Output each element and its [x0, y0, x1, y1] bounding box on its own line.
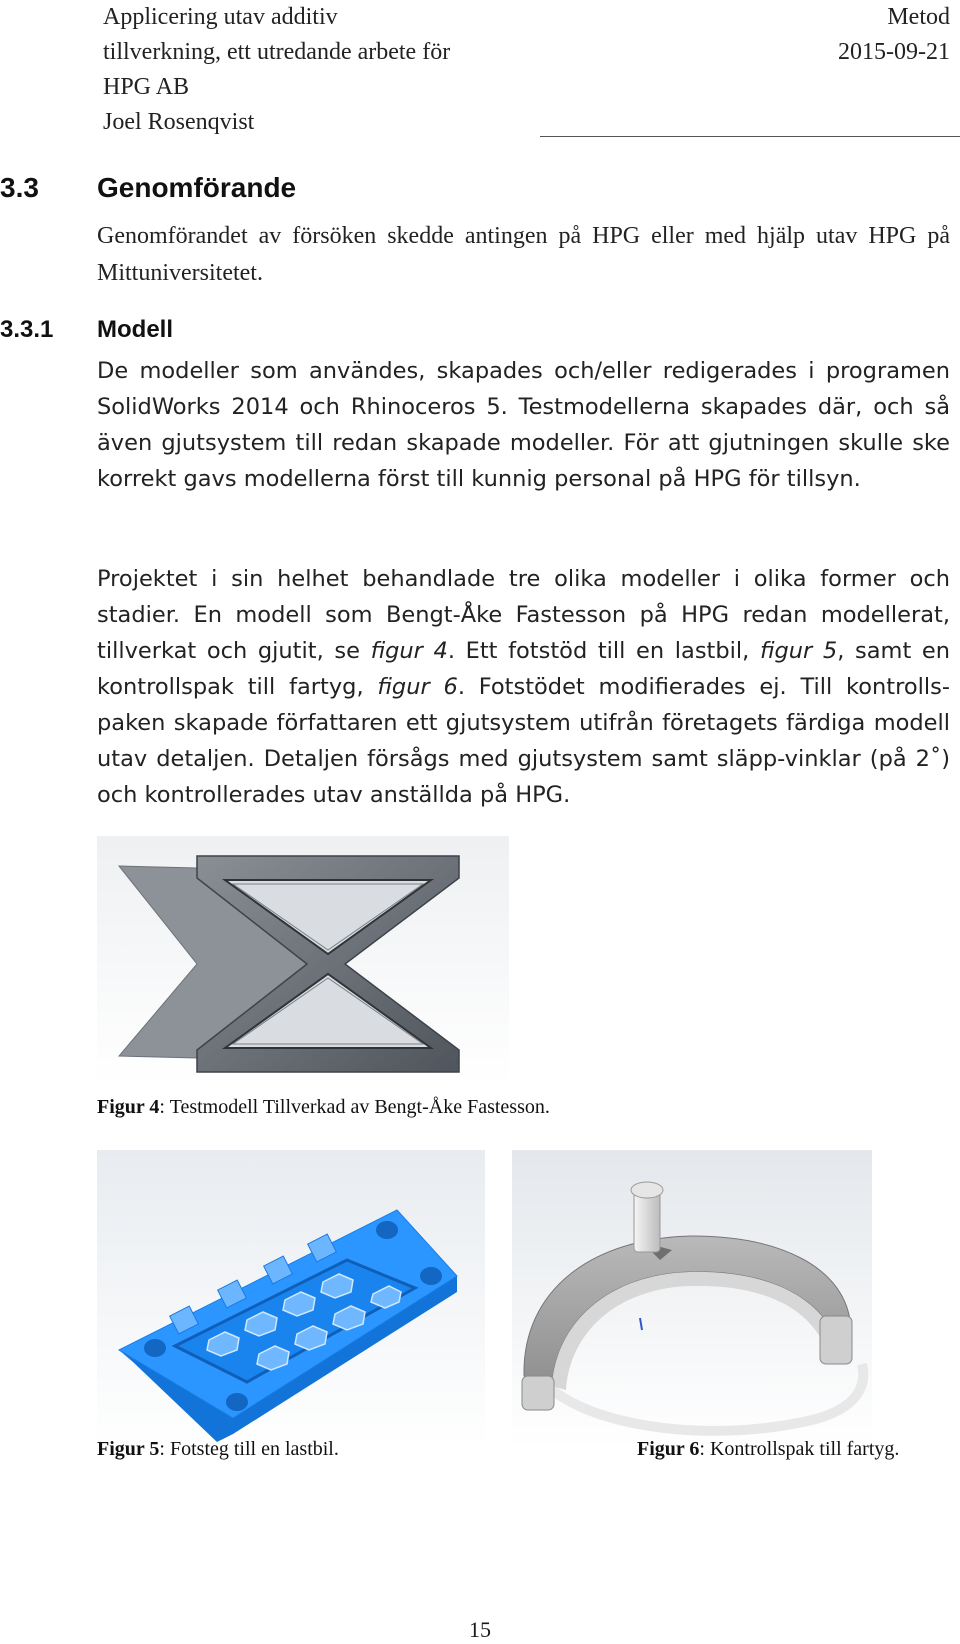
caption-text: : Testmodell Tillverkad av Bengt-Åke Fastesson.: [159, 1096, 550, 1118]
header-title-line: HPG AB: [103, 74, 190, 100]
page-header: [0, 0, 960, 138]
section-intro: Genomförandet av försöken skedde antingen på HPG eller med hjälp utav HPG på Mittuniversitetet.: [97, 223, 950, 286]
caption-text: : Fotsteg till en lastbil.: [159, 1438, 339, 1460]
figure-5-caption: [97, 1438, 339, 1461]
paragraph-project: [97, 561, 950, 813]
paragraph-text: . Fotstödet modifierades ej. Till kontrolls-paken skapade författaren ett gjutsystem utifrån företagets färdiga modell utav detaljen. Detaljen försågs med gjutsystem samt släpp-vinklar (på 2˚) och kontrollerades utav anställda på HPG.: [97, 674, 950, 808]
paragraph-models: De modeller som användes, skapades och/eller redigerades i programen SolidWorks 2014 och Rhinoceros 5. Testmodellerna skapades där, och så även gjutsystem till redan skapade modeller. För att gjutningen skulle ske korrekt gavs modellerna först till kunnig personal på HPG för tillsyn.: [97, 358, 950, 492]
header-title-line: Applicering utav additiv: [103, 4, 338, 30]
control-lever-render: [512, 1150, 872, 1448]
header-author: Joel Rosenqvist: [103, 109, 255, 135]
caption-label: Figur 4: [97, 1096, 160, 1118]
caption-text: : Kontrollspak till fartyg.: [699, 1438, 900, 1460]
figure-5-image: [97, 1150, 485, 1448]
header-meta: [838, 0, 950, 70]
figure-reference: figur 5: [759, 638, 838, 664]
foot-step-render: [97, 1150, 485, 1448]
header-title-line: tillverkning, ett utredande arbete för: [103, 39, 451, 65]
figure-reference: figur 6: [377, 674, 458, 700]
caption-label: Figur 6: [637, 1438, 700, 1460]
figure-6-caption: [637, 1438, 899, 1461]
figure-6-image: [512, 1150, 872, 1448]
subsection-heading: [0, 316, 960, 346]
test-model-render: [97, 836, 509, 1086]
section-title: Genomförande: [97, 172, 297, 203]
figure-4-caption: [97, 1096, 550, 1119]
header-chapter: Metod: [887, 4, 950, 30]
caption-label: Figur 5: [97, 1438, 160, 1460]
paragraph-text: . Ett fotstöd till en lastbil,: [447, 638, 760, 664]
section-heading: [0, 172, 960, 206]
figure-4-image: [97, 836, 509, 1086]
page-number: 15: [469, 1617, 491, 1642]
figure-reference: figur 4: [370, 638, 448, 664]
subsection-number: 3.3.1: [0, 316, 54, 343]
paragraph-text: , samt en kontrollspak till fartyg,: [97, 638, 951, 700]
paragraph-text: Projektet i sin helhet behandlade tre olika modeller i olika former och stadier. En modell som Bengt-Åke Fastesson på HPG redan modellerat, tillverkat och gjutit, se: [97, 566, 950, 664]
subsection-title: Modell: [97, 316, 173, 343]
header-title: [103, 0, 450, 140]
section-number: 3.3: [0, 172, 39, 203]
header-rule: [540, 136, 960, 137]
header-date: 2015-09-21: [838, 39, 950, 65]
